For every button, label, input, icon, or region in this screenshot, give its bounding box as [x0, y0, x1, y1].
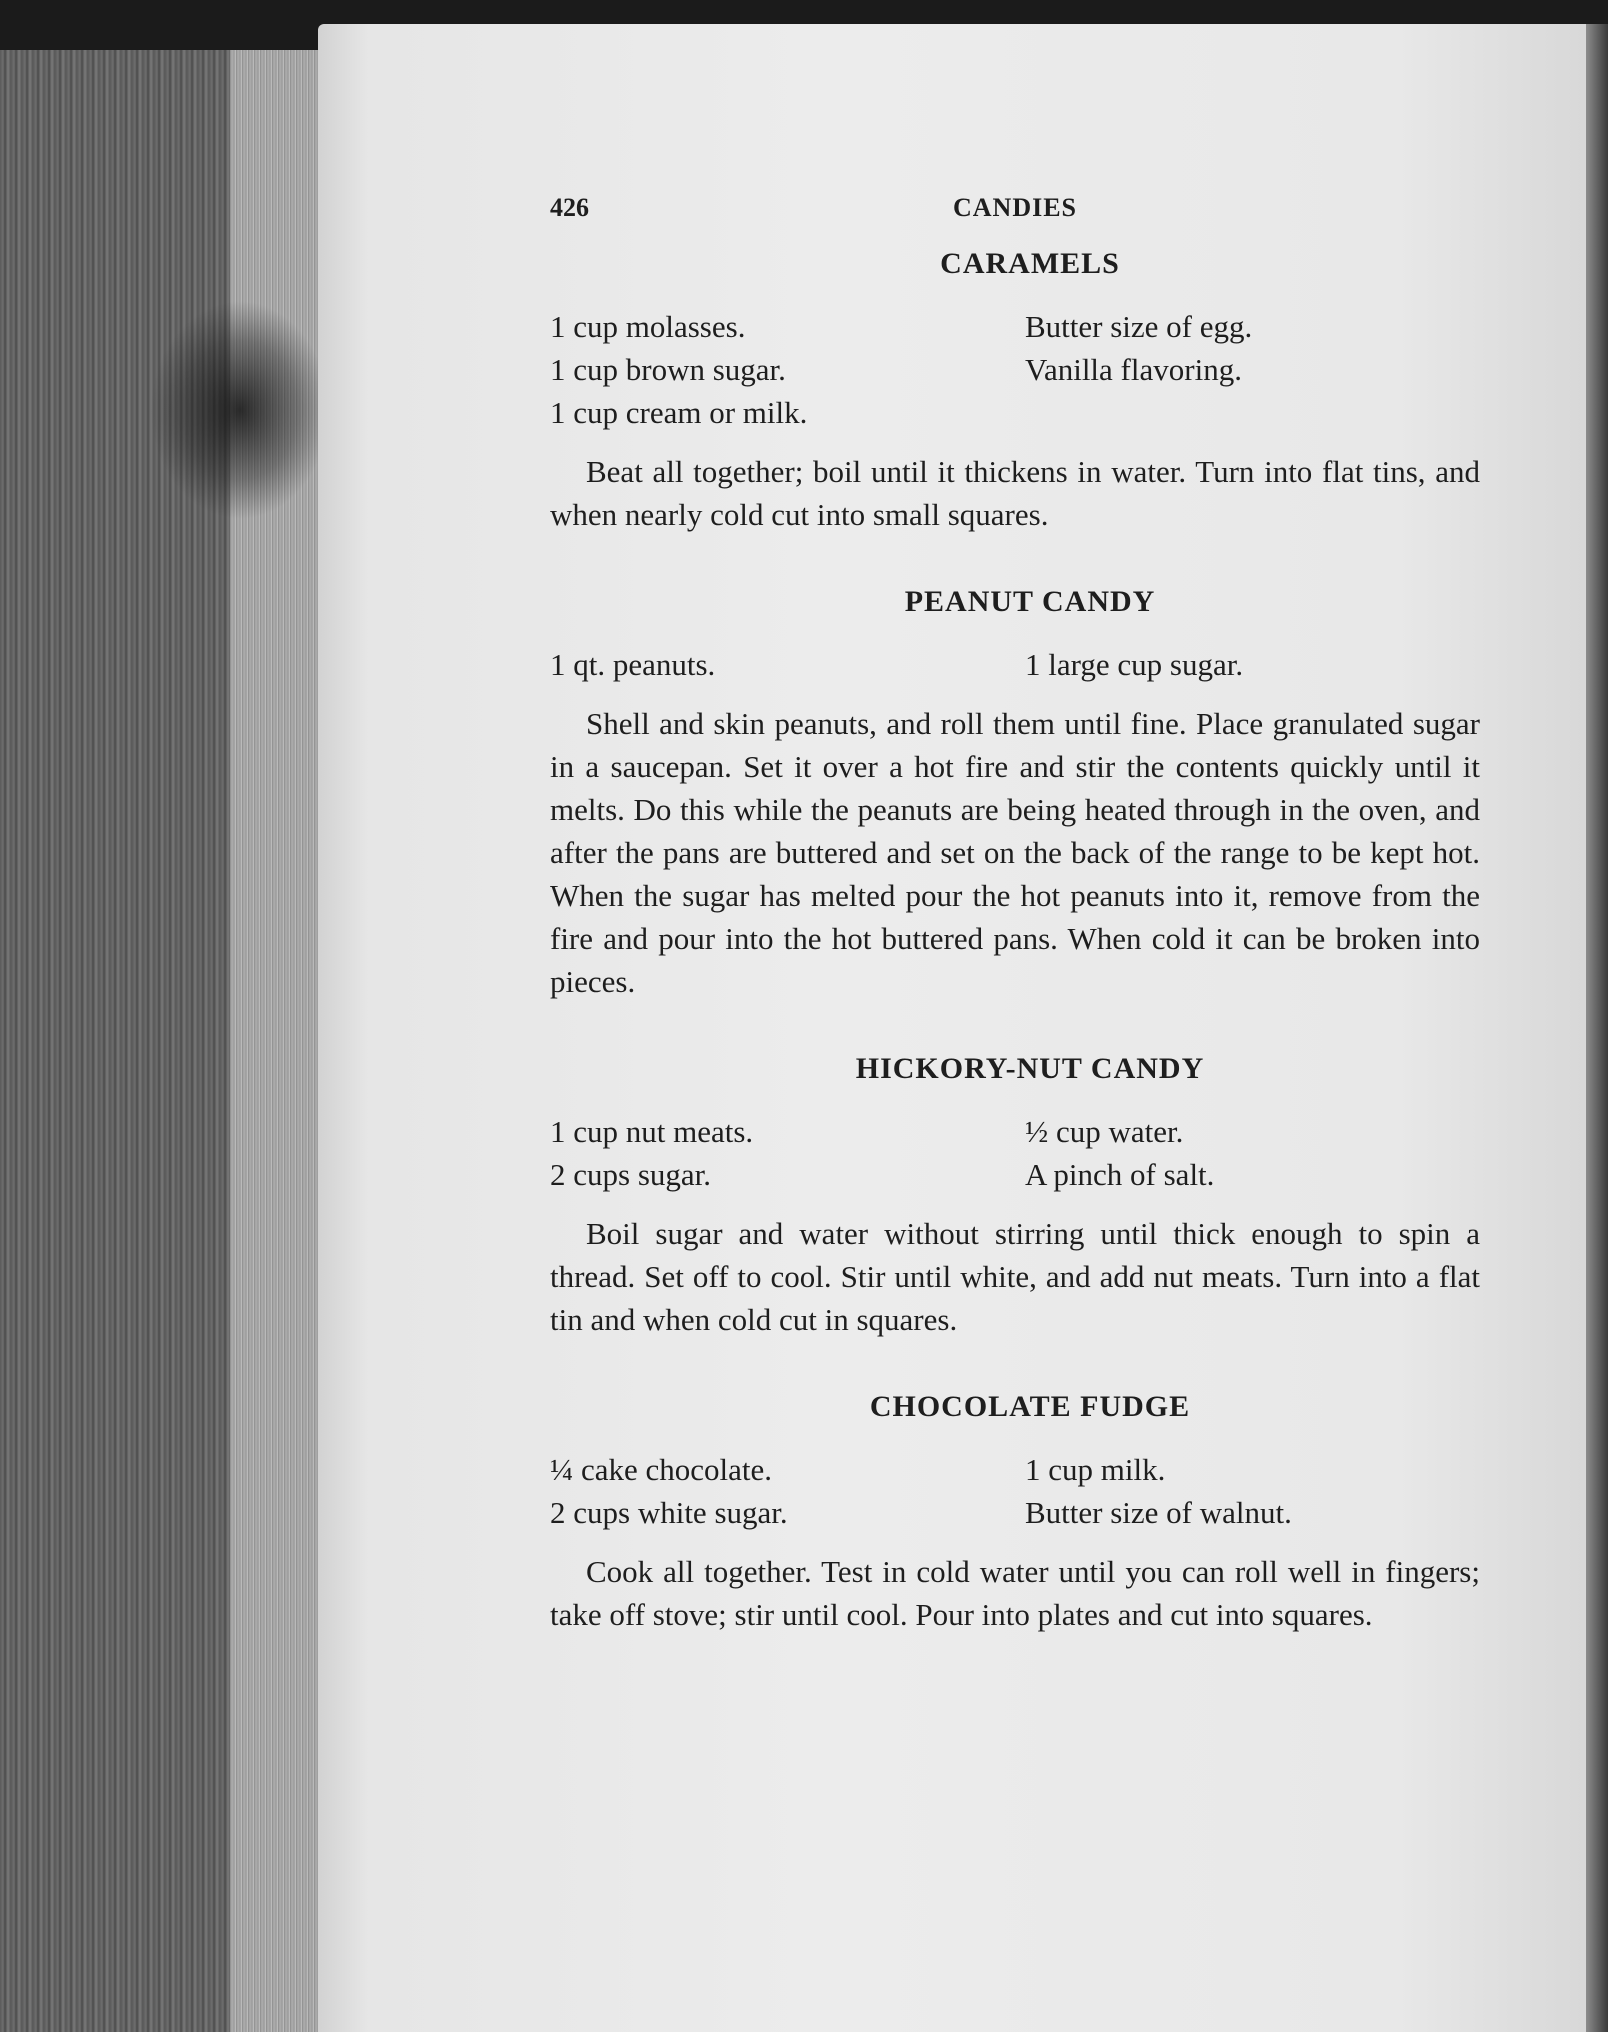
ingredient: 1 cup nut meats. [550, 1114, 754, 1149]
recipe-title: CARAMELS [940, 247, 1120, 280]
ingredient: A pinch of salt. [1025, 1157, 1215, 1192]
ingredient: Butter size of egg. [1025, 309, 1253, 344]
page-content [550, 186, 1480, 1680]
recipe-hickory-nut-candy [550, 1047, 1480, 1341]
running-title: CANDIES [952, 193, 1078, 222]
ingredient: 2 cups white sugar. [550, 1495, 788, 1530]
ingredient: 2 cups sugar. [550, 1157, 712, 1192]
ingredient: 1 cup cream or milk. [550, 395, 808, 430]
ingredient: 1 qt. peanuts. [550, 647, 716, 682]
ink-stain [150, 300, 330, 520]
recipe-title: HICKORY-NUT CANDY [855, 1052, 1205, 1085]
ingredient: ¼ cake chocolate. [550, 1452, 773, 1487]
ingredient-list [550, 305, 1480, 434]
ingredient: Vanilla flavoring. [1025, 352, 1242, 387]
recipe-chocolate-fudge [550, 1385, 1480, 1636]
ingredient-list [550, 1110, 1480, 1196]
ingredient: 1 cup molasses. [550, 309, 746, 344]
ingredient: 1 cup brown sugar. [550, 352, 786, 387]
recipe-peanut-candy [550, 580, 1480, 1003]
ingredient: Butter size of walnut. [1025, 1495, 1292, 1530]
ingredient: 1 large cup sugar. [1025, 647, 1244, 682]
recipe-instructions: Boil sugar and water without stirring until thick enough to spin a thread. Set off to cool. Stir until white, and add nut meats. Turn into a flat tin and when cold cut in squares. [550, 1216, 1480, 1337]
ingredient-list [550, 1448, 1480, 1534]
ingredient-list [550, 643, 1480, 686]
recipe-instructions: Shell and skin peanuts, and roll them until fine. Place granulated sugar in a saucepan. Set it over a hot fire and stir the contents quickly until it melts. Do this while the peanuts are being heated through in the oven, and after the pans are buttered and set on the back of the range to be kept hot. When the sugar has melted pour the hot peanuts into it, remove from the fire and pour into the hot buttered pans. When cold it can be broken into pieces. [550, 706, 1480, 999]
recipe-title: CHOCOLATE FUDGE [869, 1390, 1191, 1423]
recipe-title: PEANUT CANDY [904, 585, 1156, 618]
running-head [550, 186, 1480, 230]
ingredient: 1 cup milk. [1025, 1452, 1166, 1487]
recipe-instructions: Cook all together. Test in cold water until you can roll well in fingers; take off stove; stir until cool. Pour into plates and cut into squares. [550, 1554, 1480, 1632]
binding-edge [1586, 24, 1608, 2032]
recipe-instructions: Beat all together; boil until it thickens in water. Turn into flat tins, and when nearly cold cut into small squares. [550, 454, 1480, 532]
ingredient: ½ cup water. [1025, 1114, 1184, 1149]
page-number: 426 [550, 193, 589, 222]
recipe-caramels [550, 242, 1480, 536]
